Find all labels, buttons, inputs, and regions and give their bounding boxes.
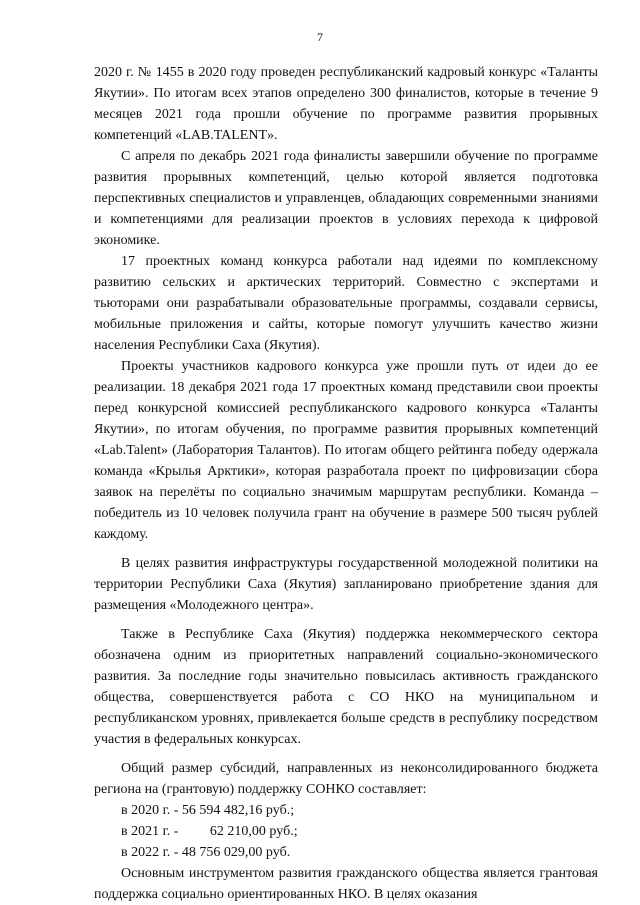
paragraph-7: Общий размер субсидий, направленных из неконсолидированного бюджета региона на (грантовую) поддержку СОНКО составляет: xyxy=(94,761,598,797)
paragraph-8: Основным инструментом развития гражданского общества является грантовая поддержка социально ориентированных НКО. В целях оказания xyxy=(94,866,598,902)
page-body xyxy=(94,62,598,905)
paragraph-2: С апреля по декабрь 2021 года финалисты завершили обучение по программе развития прорывных компетенций, целью которой является подготовка перспективных специалистов и управленцев, обладающих современными знаниями и компетенциями для реализации проектов в условиях перехода к цифровой экономике. xyxy=(94,149,598,248)
subsidy-2020: в 2020 г. - 56 594 482,16 руб.; xyxy=(121,803,295,818)
subsidy-2022: в 2022 г. - 48 756 029,00 руб. xyxy=(121,845,291,860)
page-number: 7 xyxy=(317,30,323,44)
subsidy-2021: в 2021 г. - 62 210,00 руб.; xyxy=(121,824,298,839)
paragraph-1: 2020 г. № 1455 в 2020 году проведен республиканский кадровый конкурс «Таланты Якутии». По итогам всех этапов определено 300 финалистов, которые в течение 9 месяцев 2021 года прошли обучение по программе развития прорывных компетенций «LAB.TALENT». xyxy=(94,65,598,143)
paragraph-5: В целях развития инфраструктуры государственной молодежной политики на территории Республики Саха (Якутия) запланировано приобретение здания для размещения «Молодежного центра». xyxy=(94,556,598,613)
paragraph-4: Проекты участников кадрового конкурса уже прошли путь от идеи до ее реализации. 18 декабря 2021 года 17 проектных команд представили свои проекты перед конкурсной комиссией республиканского кадрового конкурса «Таланты Якутии», по итогам обучения, по программе развития прорывных компетенций «Lab.Talent» (Лаборатория Талантов). По итогам общего рейтинга победу одержала команда «Крылья Арктики», которая разработала проект по цифровизации сбора заявок на перелёты по социально значимым маршрутам республики. Команда – победитель из 10 человек получила грант на обучение в размере 500 тысяч рублей каждому. xyxy=(94,359,598,542)
paragraph-6: Также в Республике Саха (Якутия) поддержка некоммерческого сектора обозначена одним из приоритетных направлений социально-экономического развития. За последние годы значительно повысилась активность гражданского общества, совершенствуется работа с СО НКО на муниципальном и республиканском уровнях, привлекается больше средств в республику посредством участия в федеральных конкурсах. xyxy=(94,627,598,747)
paragraph-3: 17 проектных команд конкурса работали над идеями по комплексному развитию сельских и арктических территорий. Совместно с экспертами и тьюторами они разрабатывали образовательные программы, создавали сервисы, мобильные приложения и сайты, которые помогут улучшить качество жизни населения Республики Саха (Якутия). xyxy=(94,254,598,353)
